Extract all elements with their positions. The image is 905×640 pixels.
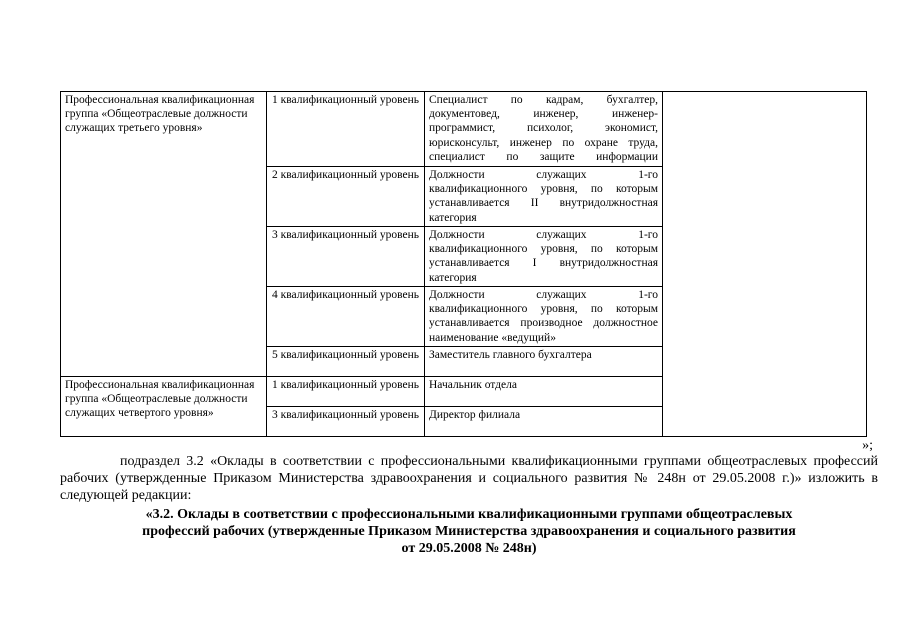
- level-cell: 3 квалификационный уровень: [267, 227, 425, 287]
- closing-quote: »;: [862, 438, 873, 453]
- heading-line: «3.2. Оклады в соответствии с профессиональными квалификационными группами общеотраслевых: [145, 507, 793, 522]
- positions-cell: Специалист по кадрам, бухгалтер, документовед, инженер, инженер-программист, психолог, экономист, юрисконсульт, инженер по охране труда, специалист по защите информации: [425, 92, 663, 167]
- amendment-paragraph: подраздел 3.2 «Оклады в соответствии с профессиональными квалификационными группами общеотраслевых профессий рабочих (утвержденные Приказом Министерства здравоохранения и социального развития № 248н от 29.05.2008 г.)» изложить в следующей редакции:: [60, 454, 878, 503]
- heading-line: от 29.05.2008 № 248н): [401, 541, 537, 556]
- positions-cell: Должности служащих 1-го квалификационного уровня, по которым устанавливается производное должностное наименование «ведущий»: [425, 287, 663, 347]
- positions-cell: Должности служащих 1-го квалификационного уровня, по которым устанавливается II внутридолжностная категория: [425, 167, 663, 227]
- section-heading: [60, 506, 878, 557]
- heading-line: профессий рабочих (утвержденные Приказом Министерства здравоохранения и социального развития: [142, 524, 796, 539]
- level-cell: 4 квалификационный уровень: [267, 287, 425, 347]
- qualification-table: [60, 91, 867, 437]
- level-cell: 2 квалификационный уровень: [267, 167, 425, 227]
- level-cell: 1 квалификационный уровень: [267, 377, 425, 407]
- group3-name-cell: Профессиональная квалификационная группа «Общеотраслевые должности служащих третьего уровня»: [61, 92, 267, 377]
- level-cell: 1 квалификационный уровень: [267, 92, 425, 167]
- salary-cell: [663, 92, 867, 437]
- level-cell: 5 квалификационный уровень: [267, 347, 425, 377]
- positions-cell: Заместитель главного бухгалтера: [425, 347, 663, 377]
- level-cell: 3 квалификационный уровень: [267, 407, 425, 437]
- positions-cell: Начальник отдела: [425, 377, 663, 407]
- group4-name-cell: Профессиональная квалификационная группа «Общеотраслевые должности служащих четвертого уровня»: [61, 377, 267, 437]
- positions-cell: Должности служащих 1-го квалификационного уровня, по которым устанавливается I внутридолжностная категория: [425, 227, 663, 287]
- positions-cell: Директор филиала: [425, 407, 663, 437]
- table-row: [61, 92, 867, 167]
